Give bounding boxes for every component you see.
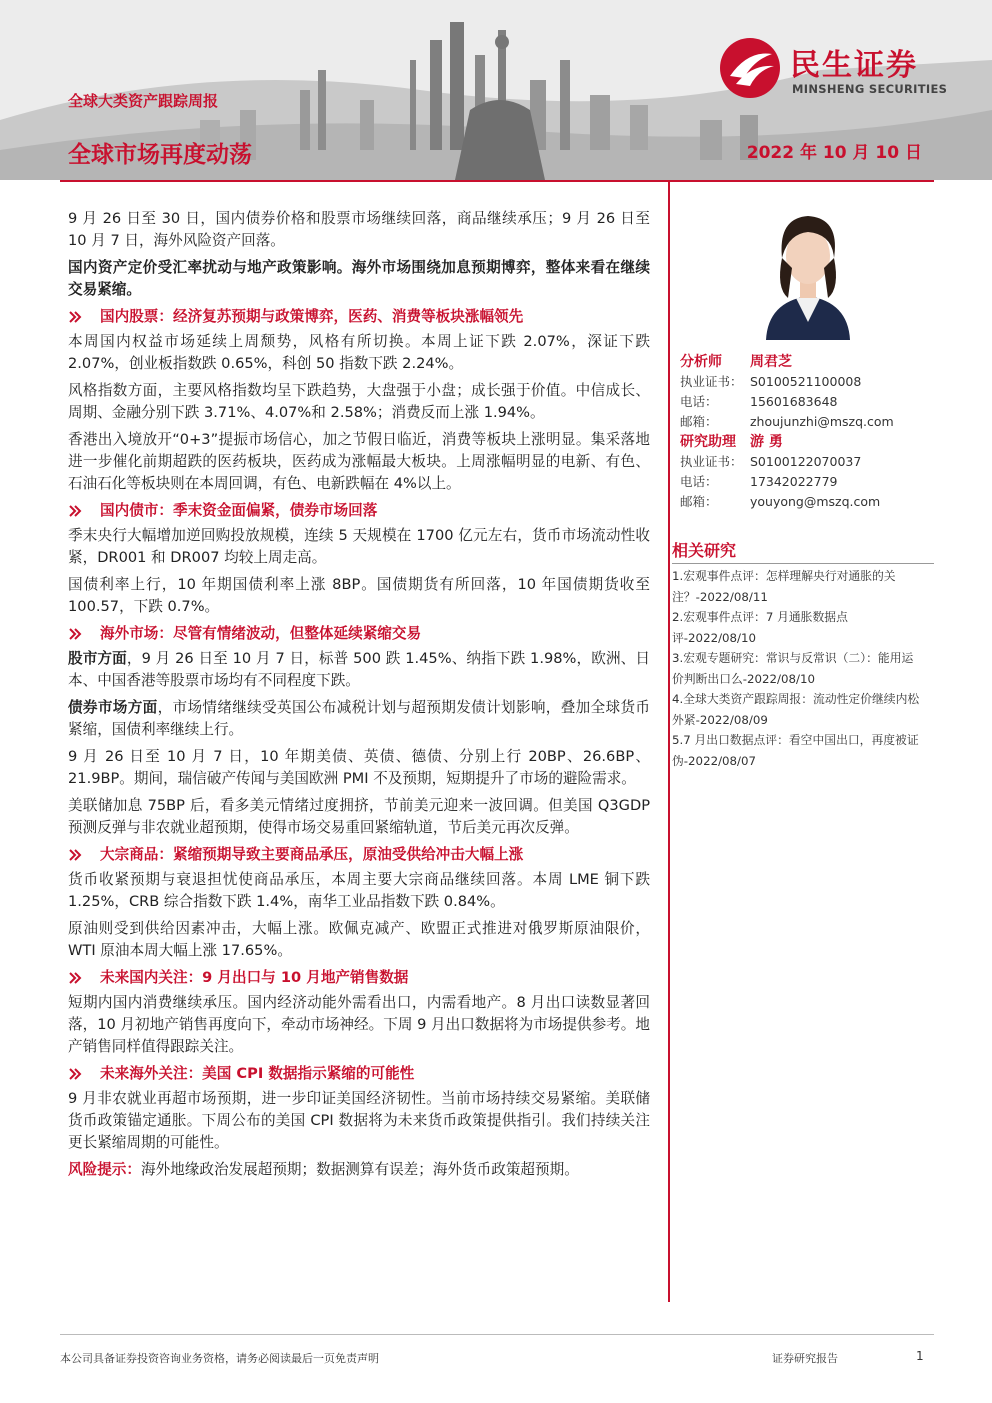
related-research-item[interactable]: 4.全球大类资产跟踪周报：流动性定价继续内松外紧-2022/08/09 xyxy=(672,692,920,727)
page-number: 1 xyxy=(916,1349,924,1363)
assistant-phone: 17342022779 xyxy=(750,474,838,489)
chevron-right-icon xyxy=(68,971,82,985)
analyst-email[interactable]: zhoujunzhi@mszq.com xyxy=(750,414,894,429)
section-heading-text: 未来国内关注：9 月出口与 10 月地产销售数据 xyxy=(100,969,409,986)
analyst-cert-row xyxy=(680,372,930,392)
paragraph-lead: 股市方面 xyxy=(68,650,127,667)
chevron-right-icon xyxy=(68,310,82,324)
assistant-email[interactable]: youyong@mszq.com xyxy=(750,494,881,509)
cert-label: 执业证书： xyxy=(680,454,743,469)
paragraph: 美联储加息 75BP 后，看多美元情绪过度拥挤，节前美元迎来一波回调。但美国 Q3GDP 预测反弹与非农就业超预期，使得市场交易重回紧缩轨道，节后美元再次反弹。 xyxy=(68,797,650,836)
analyst-email-row xyxy=(680,412,930,432)
paragraph: 9 月非农就业再超市场预期，进一步印证美国经济韧性。当前市场持续交易紧缩。美联储货币政策锚定通胀。下周公布的美国 CPI 数据将为未来货币政策提供指引。我们持续关注更长紧缩周期的可能性。 xyxy=(68,1090,650,1151)
report-series: 全球大类资产跟踪周报 xyxy=(68,92,219,110)
analyst-role: 分析师 xyxy=(680,354,722,370)
related-research-divider xyxy=(672,563,934,564)
main-content xyxy=(68,208,650,1186)
analyst-phone: 15601683648 xyxy=(750,394,838,409)
section-heading-commodities xyxy=(68,844,650,866)
paragraph-text: ，市场情绪继续受英国公布减税计划与超预期发债计划影响，叠加全球货币紧缩，国债利率继续上行。 xyxy=(68,699,650,738)
paragraph: 风格指数方面，主要风格指数均呈下跌趋势，大盘强于小盘；成长强于价值。中信成长、周期、金融分别下跌 3.71%、4.07%和 2.58%；消费反而上涨 1.94%。 xyxy=(68,382,650,421)
header-divider xyxy=(60,180,934,182)
assistant-cert: S0100122070037 xyxy=(750,454,862,469)
paragraph: 货币收紧预期与衰退担忧使商品承压，本周主要大宗商品继续回落。本周 LME 铜下跌 1.25%，CRB 综合指数下跌 1.4%，南华工业品指数下跌 0.84%。 xyxy=(68,871,650,910)
assistant-name: 游 勇 xyxy=(750,434,783,450)
summary-paragraph: 国内资产定价受汇率扰动与地产政策影响。海外市场围绕加息预期博弈，整体来看在继续交易紧缩。 xyxy=(68,259,650,298)
related-research-item[interactable]: 5.7 月出口数据点评：看空中国出口，再度被证伪-2022/08/07 xyxy=(672,733,919,768)
section-heading-domestic-bond xyxy=(68,500,650,522)
analyst-name-row xyxy=(680,352,930,372)
footer-disclaimer: 本公司具备证券投资咨询业务资格，请务必阅读最后一页免责声明 xyxy=(60,1352,379,1365)
section-heading-text: 未来海外关注：美国 CPI 数据指示紧缩的可能性 xyxy=(100,1065,415,1082)
cert-label: 执业证书： xyxy=(680,374,743,389)
chevron-right-icon xyxy=(68,1067,82,1081)
paragraph: 国债利率上行，10 年期国债利率上涨 8BP。国债期货有所回落，10 年国债期货收至 100.57，下跌 0.7%。 xyxy=(68,576,650,615)
analyst-info xyxy=(680,352,930,512)
section-heading-domestic-equity xyxy=(68,306,650,328)
assistant-role: 研究助理 xyxy=(680,434,736,450)
paragraph: 9 月 26 日至 10 月 7 日，10 年期美债、英债、德债、分别上行 20BP、26.6BP、21.9BP。期间，瑞信破产传闻与美国欧洲 PMI 不及预期，短期提升了市场的避险需求。 xyxy=(68,748,650,787)
related-research-title: 相关研究 xyxy=(672,541,737,560)
minsheng-logo xyxy=(718,36,968,106)
analyst-name: 周君芝 xyxy=(750,354,792,370)
section-heading-text: 国内债市：季末资金面偏紧，债券市场回落 xyxy=(100,502,378,519)
paragraph: 季末央行大幅增加逆回购投放规模，连续 5 天规模在 1700 亿元左右，货币市场流动性收紧，DR001 和 DR007 均较上周走高。 xyxy=(68,527,650,566)
assistant-cert-row xyxy=(680,452,930,472)
assistant-phone-row xyxy=(680,472,930,492)
column-divider xyxy=(668,182,670,1302)
related-research-item[interactable]: 3.宏观专题研究：常识与反常识（二）：能用运价判断出口么-2022/08/10 xyxy=(672,651,914,686)
logo-english-name: MINSHENG SECURITIES xyxy=(792,82,948,96)
related-research-item[interactable]: 1.宏观事件点评：怎样理解央行对通胀的关注？-2022/08/11 xyxy=(672,569,896,604)
intro-paragraph: 9 月 26 日至 30 日，国内债券价格和股票市场继续回落，商品继续承压；9 月 26 日至 10 月 7 日，海外风险资产回落。 xyxy=(68,210,650,249)
risk-label: 风险提示： xyxy=(68,1161,141,1178)
assistant-name-row xyxy=(680,432,930,452)
section-heading-overseas-outlook xyxy=(68,1063,650,1085)
email-label: 邮箱： xyxy=(680,494,718,509)
footer-divider xyxy=(60,1334,934,1335)
analyst-photo xyxy=(748,198,868,340)
assistant-email-row xyxy=(680,492,930,512)
phone-label: 电话： xyxy=(680,394,718,409)
footer-report-type: 证券研究报告 xyxy=(772,1352,838,1365)
risk-warning xyxy=(68,1159,650,1181)
logo-chinese-name: 民生证券 xyxy=(790,48,918,83)
analyst-cert: S0100521100008 xyxy=(750,374,862,389)
section-heading-text: 大宗商品：紧缩预期导致主要商品承压，原油受供给冲击大幅上涨 xyxy=(100,846,524,863)
section-heading-text: 国内股票：经济复苏预期与政策博弈，医药、消费等板块涨幅领先 xyxy=(100,308,524,325)
related-research-list xyxy=(672,566,922,771)
minsheng-logo-icon xyxy=(718,36,782,100)
paragraph xyxy=(68,648,650,692)
phone-label: 电话： xyxy=(680,474,718,489)
chevron-right-icon xyxy=(68,627,82,641)
paragraph: 短期内国内消费继续承压。国内经济动能外需看出口，内需看地产。8 月出口读数显著回落，10 月初地产销售再度向下，牵动市场神经。下周 9 月出口数据将为市场提供参考。地产销售同样值得跟踪关注。 xyxy=(68,994,650,1055)
chevron-right-icon xyxy=(68,504,82,518)
email-label: 邮箱： xyxy=(680,414,718,429)
report-title: 全球市场再度动荡 xyxy=(68,142,252,168)
paragraph: 本周国内权益市场延续上周颓势，风格有所切换。本周上证下跌 2.07%，深证下跌 2.07%，创业板指数跌 0.65%，科创 50 指数下跌 2.24%。 xyxy=(68,333,650,372)
related-research-item[interactable]: 2.宏观事件点评：7 月通胀数据点评-2022/08/10 xyxy=(672,610,848,645)
section-heading-overseas-market xyxy=(68,623,650,645)
paragraph xyxy=(68,697,650,741)
paragraph-lead: 债券市场方面 xyxy=(68,699,158,716)
paragraph-text: ，9 月 26 日至 10 月 7 日，标普 500 跌 1.45%、纳指下跌 1.98%，欧洲、日本、中国香港等股票市场均有不同程度下跌。 xyxy=(68,650,650,689)
paragraph: 原油则受到供给因素冲击，大幅上涨。欧佩克减产、欧盟正式推进对俄罗斯原油限价，WTI 原油本周大幅上涨 17.65%。 xyxy=(68,920,650,959)
chevron-right-icon xyxy=(68,848,82,862)
report-date: 2022 年 10 月 10 日 xyxy=(746,143,922,163)
section-heading-domestic-outlook xyxy=(68,967,650,989)
report-header xyxy=(0,0,992,180)
analyst-phone-row xyxy=(680,392,930,412)
paragraph: 香港出入境放开“0+3”提振市场信心，加之节假日临近，消费等板块上涨明显。集采落地进一步催化前期超跌的医药板块，医药成为涨幅最大板块。上周涨幅明显的电新、有色、石油石化等板块则在本周回调，有色、电新跌幅在 4%以上。 xyxy=(68,431,650,492)
section-heading-text: 海外市场：尽管有情绪波动，但整体延续紧缩交易 xyxy=(100,625,422,642)
risk-text: 海外地缘政治发展超预期；数据测算有误差；海外货币政策超预期。 xyxy=(140,1161,579,1178)
